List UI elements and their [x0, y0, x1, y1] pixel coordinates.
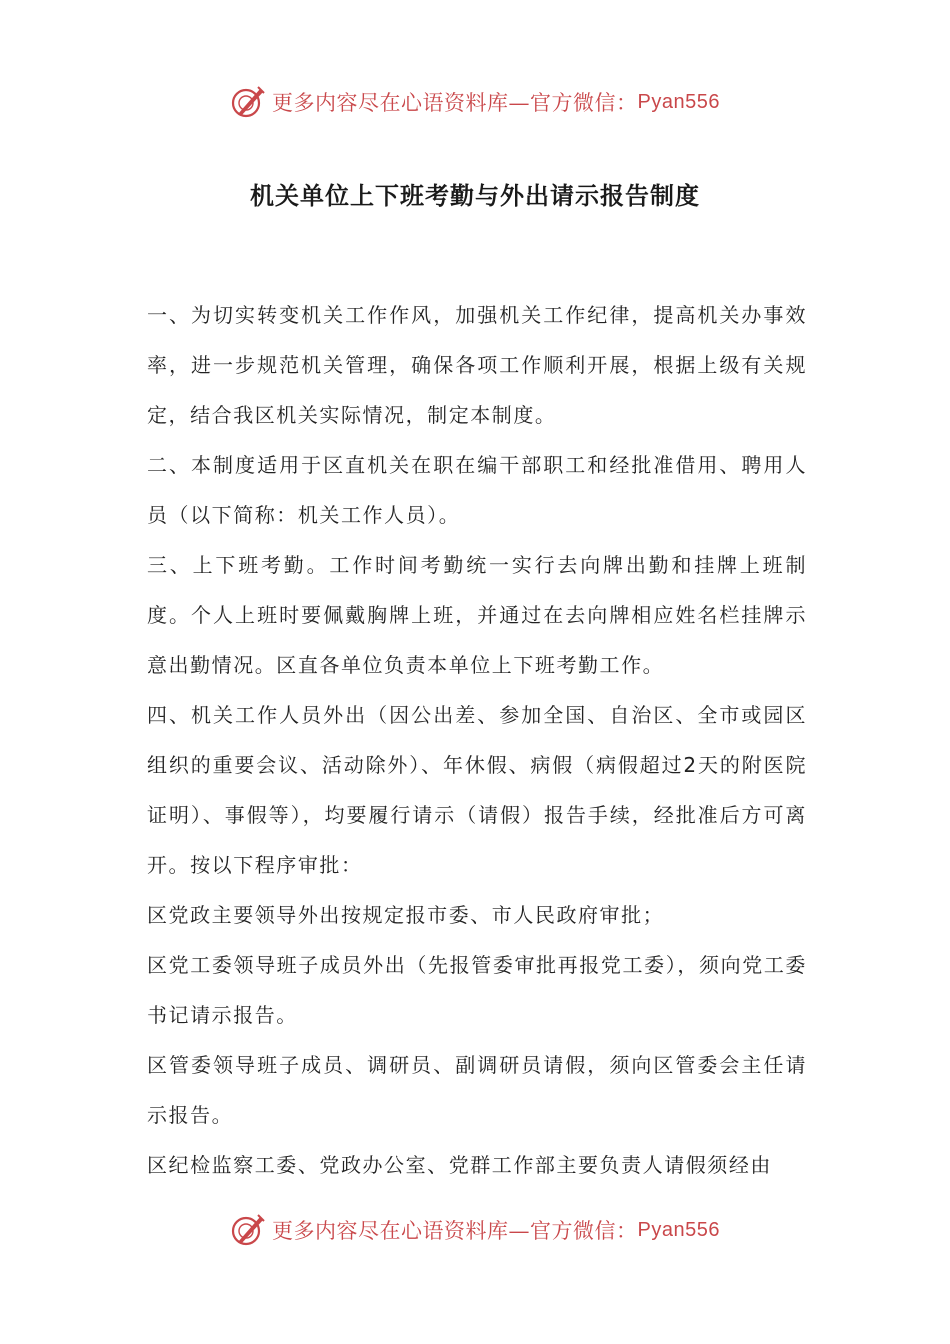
paragraph-2: 二、本制度适用于区直机关在职在编干部职工和经批准借用、聘用人员（以下简称：机关工作人员）。 — [147, 453, 807, 527]
banner-wechat-id: Pyan556 — [637, 90, 720, 113]
paragraph-5: 区党政主要领导外出按规定报市委、市人民政府审批； — [147, 903, 665, 927]
pen-circle-logo-icon — [230, 84, 266, 120]
pen-circle-logo-icon — [230, 1212, 266, 1248]
banner-text: 更多内容尽在心语资料库—官方微信： — [272, 91, 638, 115]
banner-text: 更多内容尽在心语资料库—官方微信： — [272, 1219, 638, 1243]
paragraph-7: 区管委领导班子成员、调研员、副调研员请假，须向区管委会主任请示报告。 — [147, 1053, 807, 1127]
paragraph-3: 三、上下班考勤。工作时间考勤统一实行去向牌出勤和挂牌上班制度。个人上班时要佩戴胸牌上班，并通过在去向牌相应姓名栏挂牌示意出勤情况。区直各单位负责本单位上下班考勤工作。 — [147, 553, 807, 677]
paragraph-8: 区纪检监察工委、党政办公室、党群工作部主要负责人请假须经由 — [147, 1153, 772, 1177]
paragraph-6: 区党工委领导班子成员外出（先报管委审批再报党工委），须向党工委书记请示报告。 — [147, 953, 807, 1027]
document-title: 机关单位上下班考勤与外出请示报告制度 — [250, 182, 700, 210]
paragraph-4: 四、机关工作人员外出（因公出差、参加全国、自治区、全市或园区组织的重要会议、活动除外）、年休假、病假（病假超过2天的附医院证明）、事假等），均要履行请示（请假）报告手续，经批准后方可离开。按以下程序审批： — [147, 703, 807, 877]
paragraph-1: 一、为切实转变机关工作作风，加强机关工作纪律，提高机关办事效率，进一步规范机关管理，确保各项工作顺利开展，根据上级有关规定，结合我区机关实际情况，制定本制度。 — [147, 303, 807, 427]
header-watermark-banner — [0, 80, 950, 124]
footer-watermark-banner — [0, 1208, 950, 1252]
document-body — [147, 290, 807, 1190]
banner-wechat-id: Pyan556 — [637, 1218, 720, 1241]
